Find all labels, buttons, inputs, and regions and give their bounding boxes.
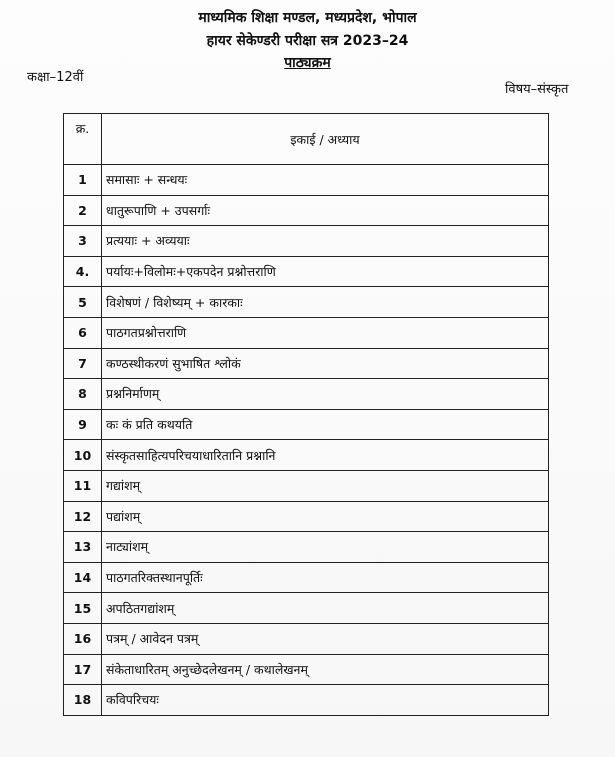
- subject-label: विषय–संस्कृत: [505, 82, 569, 97]
- row-unit: कः कं प्रति कथयति: [102, 409, 549, 440]
- row-unit: प्रत्ययाः + अव्ययाः: [102, 226, 549, 257]
- row-unit: धातुरूपाणि + उपसर्गाः: [102, 195, 549, 226]
- row-unit: गद्यांशम्: [102, 470, 549, 501]
- row-number: 9: [64, 409, 102, 440]
- table-row: [64, 593, 549, 624]
- row-number: 4.: [64, 256, 102, 287]
- row-number: 18: [64, 685, 102, 716]
- row-number: 6: [64, 317, 102, 348]
- table-row: [64, 654, 549, 685]
- table-row: [64, 317, 549, 348]
- row-number: 14: [64, 562, 102, 593]
- syllabus-table: [63, 113, 549, 716]
- row-number: 15: [64, 593, 102, 624]
- row-unit: पर्यायः+विलोमः+एकपदेन प्रश्नोत्तराणि: [102, 256, 549, 287]
- row-unit: संस्कृतसाहित्यपरिचयाधारितानि प्रश्नानि: [102, 440, 549, 471]
- row-number: 11: [64, 470, 102, 501]
- row-unit: समासाः + सन्धयः: [102, 165, 549, 196]
- table-row: [64, 256, 549, 287]
- table-row: [64, 409, 549, 440]
- table-row: [64, 440, 549, 471]
- table-row: [64, 685, 549, 716]
- table-row: [64, 226, 549, 257]
- row-unit: नाट्यांशम्: [102, 532, 549, 563]
- row-unit: पद्यांशम्: [102, 501, 549, 532]
- exam-session: हायर सेकेण्डरी परीक्षा सत्र 2023–24: [206, 33, 409, 49]
- row-unit: संकेताधारितम् अनुच्छेदलेखनम् / कथालेखनम्: [102, 654, 549, 685]
- table-row: [64, 562, 549, 593]
- header-number: क्र.: [64, 114, 102, 165]
- row-unit: पत्रम् / आवेदन पत्रम्: [102, 623, 549, 654]
- table-row: [64, 348, 549, 379]
- table-row: [64, 532, 549, 563]
- table-row: [64, 287, 549, 318]
- header-unit: इकाई / अध्याय: [102, 114, 549, 165]
- row-unit: पाठगतरिक्तस्थानपूर्तिः: [102, 562, 549, 593]
- row-number: 7: [64, 348, 102, 379]
- row-number: 16: [64, 623, 102, 654]
- table-row: [64, 195, 549, 226]
- row-number: 5: [64, 287, 102, 318]
- board-name: माध्यमिक शिक्षा मण्डल, मध्यप्रदेश, भोपाल: [198, 10, 417, 26]
- table-body: [64, 165, 549, 716]
- row-number: 1: [64, 165, 102, 196]
- row-unit: अपठितगद्यांशम्: [102, 593, 549, 624]
- table-row: [64, 501, 549, 532]
- table-header-row: [64, 114, 549, 165]
- row-number: 12: [64, 501, 102, 532]
- row-unit: कण्ठस्थीकरणं सुभाषित श्लोकं: [102, 348, 549, 379]
- row-unit: विशेषणं / विशेष्यम् + कारकाः: [102, 287, 549, 318]
- table-row: [64, 165, 549, 196]
- row-number: 17: [64, 654, 102, 685]
- row-number: 13: [64, 532, 102, 563]
- row-number: 2: [64, 195, 102, 226]
- table-row: [64, 379, 549, 410]
- row-number: 3: [64, 226, 102, 257]
- page-title: पाठ्यक्रम: [284, 55, 331, 71]
- table-row: [64, 623, 549, 654]
- row-unit: कविपरिचयः: [102, 685, 549, 716]
- row-number: 8: [64, 379, 102, 410]
- class-label: कक्षा–12वीं: [27, 70, 84, 85]
- row-unit: पाठगतप्रश्नोत्तराणि: [102, 317, 549, 348]
- row-unit: प्रश्ननिर्माणम्: [102, 379, 549, 410]
- table-row: [64, 470, 549, 501]
- row-number: 10: [64, 440, 102, 471]
